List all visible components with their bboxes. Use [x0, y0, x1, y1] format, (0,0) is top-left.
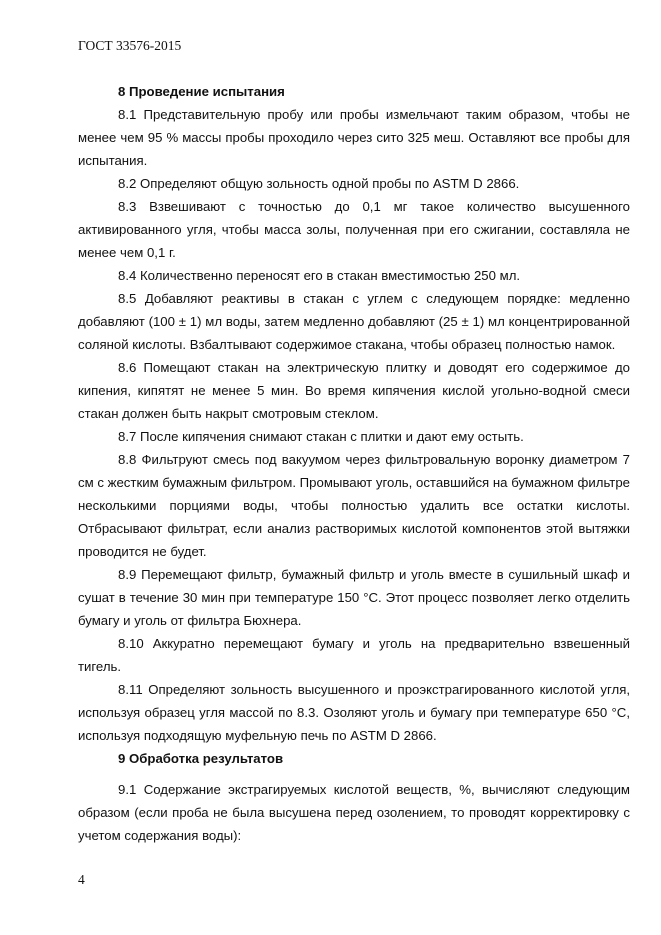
section-8-title: 8 Проведение испытания — [118, 84, 285, 99]
section-9-title: 9 Обработка результатов — [118, 751, 284, 766]
document-header-code: ГОСТ 33576-2015 — [78, 38, 182, 53]
paragraph-9-1: 9.1 Содержание экстрагируемых кислотой веществ, %, вычисляют следующим образом (если проба не была высушена перед озолением, то проводят корректировку с учетом содержания воды): — [78, 782, 630, 843]
paragraph-8-5: 8.5 Добавляют реактивы в стакан с углем с следующем порядке: медленно добавляют (100 ± 1) мл воды, затем медленно добавляют (25 ± 1) мл концентрированной соляной кислоты. Взбалтывают содержимое стакана, чтобы образец полностью намок. — [78, 291, 630, 352]
paragraph-8-8: 8.8 Фильтруют смесь под вакуумом через фильтровальную воронку диаметром 7 см с жестким бумажным фильтром. Промывают уголь, оставшийся на бумажном фильтре несколькими порциями воды, чтобы полностью удалить все остатки кислоты. Отбрасывают фильтрат, если анализ растворимых кислотой компонентов этой вытяжки проводится не будет. — [78, 452, 630, 559]
paragraph-8-7: 8.7 После кипячения снимают стакан с плитки и дают ему остыть. — [118, 429, 524, 444]
paragraph-8-4: 8.4 Количественно переносят его в стакан вместимостью 250 мл. — [118, 268, 521, 283]
paragraph-8-2: 8.2 Определяют общую зольность одной пробы по ASTM D 2866. — [118, 176, 520, 191]
paragraph-8-11: 8.11 Определяют зольность высушенного и проэкстрагированного кислотой угля, используя образец угля массой по 8.3. Озоляют уголь и бумагу при температуре 650 °С, используя подходящую муфельную печь по ASTM D 2866. — [78, 682, 630, 743]
paragraph-8-1: 8.1 Представительную пробу или пробы измельчают таким образом, чтобы не менее чем 95 % массы пробы проходило через сито 325 меш. Оставляют все пробы для испытания. — [78, 107, 630, 168]
page-number: 4 — [78, 872, 85, 887]
paragraph-8-6: 8.6 Помещают стакан на электрическую плитку и доводят его содержимое до кипения, кипятят не менее 5 мин. Во время кипячения кислой угольно-водной смеси стакан должен быть накрыт смотровым стеклом. — [78, 360, 630, 421]
paragraph-8-3: 8.3 Взвешивают с точностью до 0,1 мг такое количество высушенного активированного угля, чтобы масса золы, полученная при его сжигании, составляла не менее чем 0,1 г. — [78, 199, 630, 260]
document-body — [78, 80, 630, 847]
paragraph-8-10: 8.10 Аккуратно перемещают бумагу и уголь на предварительно взвешенный тигель. — [78, 636, 630, 674]
paragraph-8-9: 8.9 Перемещают фильтр, бумажный фильтр и уголь вместе в сушильный шкаф и сушат в течение 30 мин при температуре 150 °С. Этот процесс позволяет легко отделить бумагу и уголь от фильтра Бюхнера. — [78, 567, 630, 628]
